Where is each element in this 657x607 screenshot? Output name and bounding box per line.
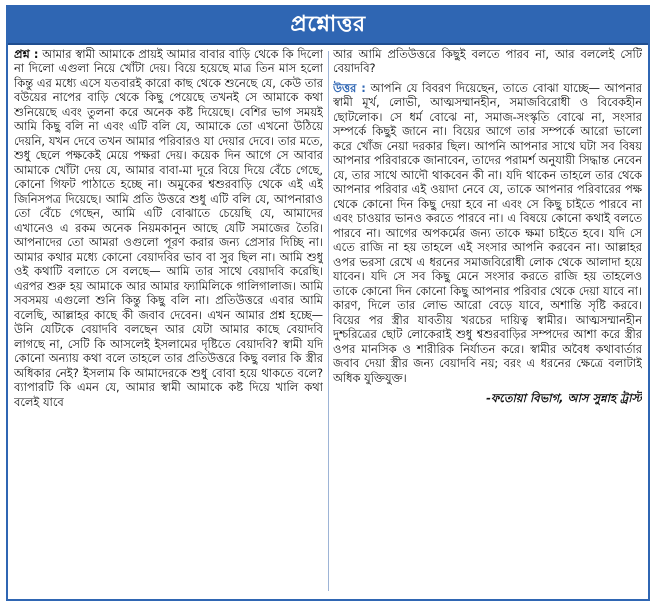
question-label: প্রশ্ন : xyxy=(14,47,39,61)
article-columns xyxy=(14,47,642,595)
article-frame xyxy=(6,5,650,601)
answer-label: উত্তর : xyxy=(333,80,366,95)
question-text: আমার স্বামী আমাকে প্রায়ই আমার বাবার বাড়ি থেকে কি দিলো না দিলো এগুলা নিয়ে খোঁটা দেয়। বিয়ে হয়েছে মাত্র তিন মাস হলো কিন্তু এর মধ্যে এসে যতবারই কারো কাছ থেকে শুনেছে যে, কেউ তার বউয়ের নাপের বাড়ি থেকে কিছু পেয়েছে তখনই সে আমাকে কথা শুনিয়েছে এবং তুলনা করে অনেক কষ্ট দিয়েছে। বেশির ভাগ সময়ই আমি কিছু বলি না এবং এটি বলি যে, আমাকে তো এখনো উঠিয়ে দেয়নি, যখন দেবে তখন আমার পরিবারও যা দেয়ার দেবে। তার মতে, শুধু ছেলে পক্ষকেই মেয়ে পক্ষরা দেয়। কয়েক দিন আগে সে আবার আমাকে খোঁটা দেয় যে, আমার বাবা-মা দূরে বিয়ে দিয়ে বেঁচে গেছে, কোনো গিফট পাঠাতে হচ্ছে না। অমুকের শ্বশুরবাড়ি থেকে এই এই জিনিসপত্র দিয়েছে। আমি প্রতি উত্তরে শুধু এটি বলি যে, আপনারাও তো বেঁচে গেছেন, আমি এটি বোঝাতে চেয়েছি যে, আমাদের এখানেও এ রকম অনেক নিয়মকানুন আছে যেটি সমাজের তৈরি। আপনাদের তো আমরা ওগুলো পূরণ করার জন্য প্রেসার দিচ্ছি না। আমার কথার মধ্যে কোনো বেয়াদবির ভাব বা সুর ছিল না। আমি শুধু ওই কথাটি বলাতে সে বলছে— আমি তার সাথে বেয়াদবি করেছি। এরপর শুরু হয় আমাকে আর আমার ফ্যামিলিকে গালিগালাজ। আমি সবসময় এগুলো শুনি কিন্তু কিছু বলি না। প্রতিউত্তরে এবার আমি বলেছি, আল্লাহর কাছে কী জবাব দেবেন। এখন আমার প্রশ্ন হচ্ছে— উনি যেটিকে বেয়াদবি বলছেন আর যেটা আমার কাছে বেয়াদবি লাগছে না, সেটি কি আসলেই ইসলামের দৃষ্টিতে বেয়াদবি? স্বামী যদি কোনো অন্যায় কথা বলে তাহলে তার প্রতিউত্তরে কিছু বলার কি স্ত্রীর অধিকার নেই? ইসলাম কি আমাদেরকে শুধু বোবা হয়ে থাকতে বলে? ব্যাপারটি কি এমন যে, আমার স্বামী আমাকে কষ্ট দিয়ে খালি কথা বলেই যাবে xyxy=(14,47,323,409)
page-title: প্রশ্নোত্তর xyxy=(290,11,366,37)
left-column xyxy=(14,47,323,595)
question-continued: আর আমি প্রতিউত্তরে কিছুই বলতে পারব না, আর বললেই সেটি বেয়াদবি? xyxy=(333,47,642,76)
answer-text: আপনি যে বিবরণ দিয়েছেন, তাতে বোঝা যাচ্ছে— আপনার স্বামী মূর্খ, লোভী, আত্মসম্মানহীন, সমাজবিরোধী ও বিবেকহীন ছোটলোক। সে ধর্ম বোঝে না, সমাজ-সংস্কৃতি বোঝে না, সংসার সম্পর্কে কিছুই জানে না। বিয়ের আগে তার সম্পর্কে আরো ভালো করে খোঁজ নেয়া দরকার ছিল। আপনি আপনার সাথে ঘটা সব বিষয় আপনার পরিবারকে জানাবেন, তাদের পরামর্শ অনুযায়ী সিদ্ধান্ত নেবেন যে, তার সাথে আদৌ থাকবেন কী না। যদি থাকেন তাহলে তার থেকে আপনার পরিবার এই ওয়াদা নেবে যে, তাকে আপনার পরিবারের পক্ষ থেকে কোনো দিন কিছু দেয়া হবে না এবং সে কিছু চাইতে পারবে না এবং চাওয়ার ভানও করতে পারবে না। এ বিষয়ে কোনো কথাই বলতে পারবে না। আগের অপকর্মের জন্য তাকে ক্ষমা চাইতে হবে। যদি সে এতে রাজি না হয় তাহলে এই সংসার আপনি করবেন না। আল্লাহর ওপর ভরসা রেখে এ ধরনের সমাজবিরোধী লোক থেকে আলাদা হয়ে যাবেন। যদি সে সব কিছু মেনে সংসার করতে রাজি হয় তাহলেও তাকে কোনো দিন কোনো কিছু আপনার পরিবার থেকে দেয়া যাবে না। কারণ, দিলে তার লোভ আরো বেড়ে যাবে, অশান্তি সৃষ্টি করবে। বিয়ের পর স্ত্রীর যাবতীয় খরচের দায়িত্ব স্বামীর। আত্মসম্মানহীন দুশ্চরিত্রের ছোট লোকেরাই শুধু শ্বশুরবাড়ির সম্পদের আশা করে স্ত্রীর ওপর মানসিক ও শারীরিক নির্যাতন করে। স্বামীর অবৈধ কথাবার্তার জবাব দেয়া স্ত্রীর জন্য বেয়াদবি নয়; বরং এ ধরনের ক্ষেত্রে বলাটাই অধিক যুক্তিযুক্ত। xyxy=(333,80,642,385)
question-paragraph xyxy=(14,47,323,409)
title-bar xyxy=(8,7,648,45)
right-column xyxy=(333,47,642,595)
source-credit: -ফতোয়া বিভাগ, আস সুন্নাহ ট্রাস্ট xyxy=(486,391,642,406)
answer-paragraph xyxy=(333,81,642,385)
